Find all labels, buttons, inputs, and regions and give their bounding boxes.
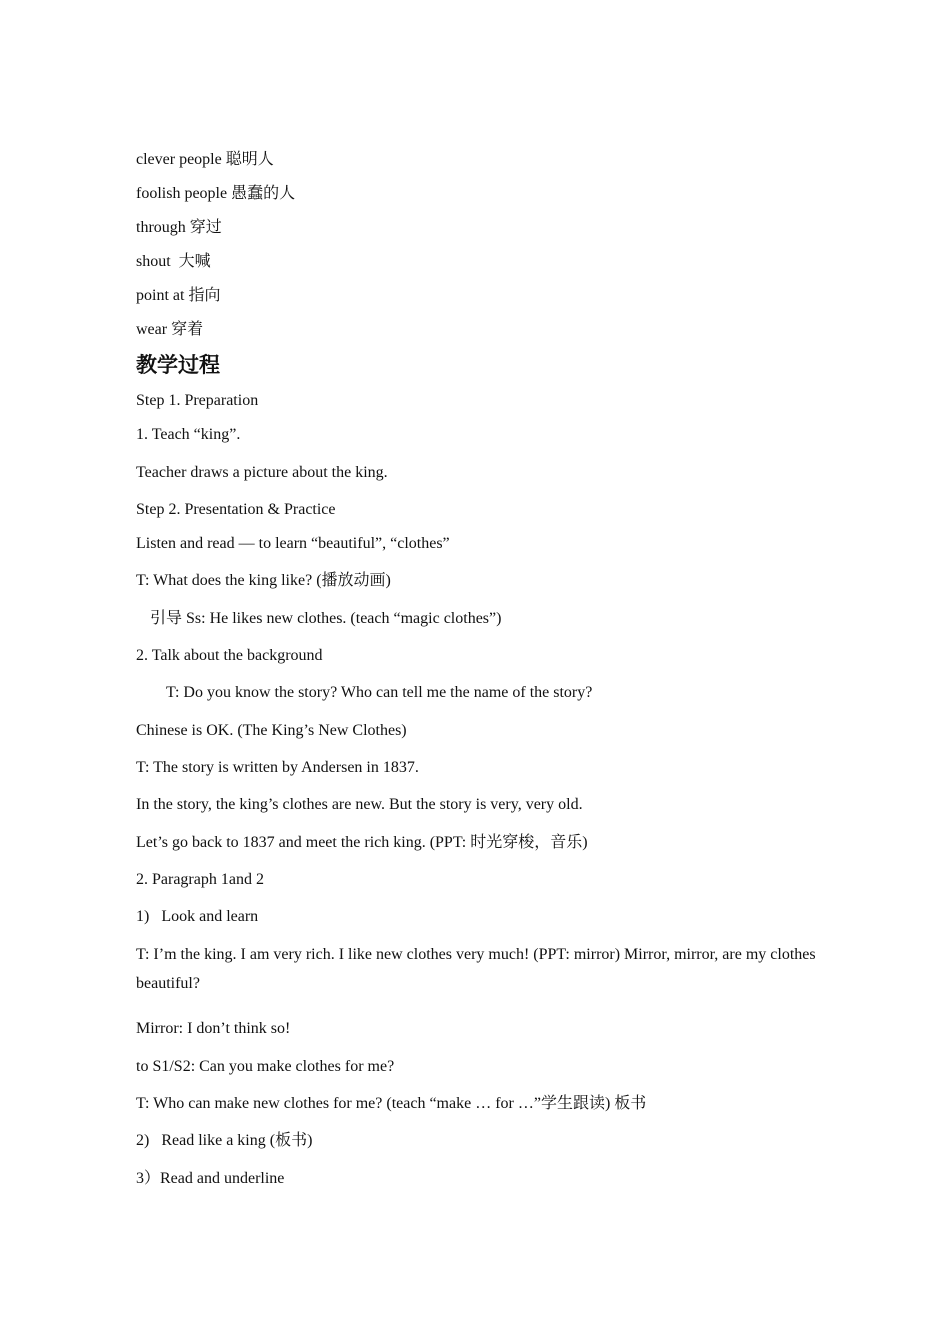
- do-you-know-story: T: Do you know the story? Who can tell me the name of the story?: [166, 684, 593, 701]
- paragraph-1-and-2: 2. Paragraph 1and 2: [136, 871, 264, 888]
- chinese-is-ok: Chinese is OK. (The King’s New Clothes): [136, 722, 407, 739]
- look-and-learn: 1) Look and learn: [136, 908, 259, 925]
- read-like-a-king: 2) Read like a king (板书): [136, 1132, 313, 1149]
- vocab-shout: shout 大喊: [136, 253, 211, 270]
- mirror-reply: Mirror: I don’t think so!: [136, 1020, 291, 1037]
- vocab-point-at: point at 指向: [136, 287, 221, 304]
- step-1-title: Step 1. Preparation: [136, 392, 259, 409]
- teach-king: 1. Teach “king”.: [136, 426, 241, 443]
- step-2-title: Step 2. Presentation & Practice: [136, 501, 336, 518]
- story-very-old: In the story, the king’s clothes are new. But the story is very, very old.: [136, 796, 583, 813]
- who-can-make-clothes: T: Who can make new clothes for me? (teach “make … for …”学生跟读) 板书: [136, 1095, 647, 1112]
- guide-students: 引导 Ss: He likes new clothes. (teach “magic clothes”): [150, 610, 502, 627]
- read-and-underline: 3）Read and underline: [136, 1170, 285, 1187]
- go-back-to-1837: Let’s go back to 1837 and meet the rich king. (PPT: 时光穿梭，音乐): [136, 834, 588, 851]
- vocab-wear: wear 穿着: [136, 321, 204, 338]
- vocab-clever-people: clever people 聪明人: [136, 151, 274, 168]
- vocab-foolish-people: foolish people 愚蠢的人: [136, 185, 296, 202]
- king-mirror-dialogue: T: I’m the king. I am very rich. I like new clothes very much! (PPT: mirror) Mirror, mirror, are my clothes beautiful?: [136, 946, 816, 992]
- ask-students: to S1/S2: Can you make clothes for me?: [136, 1058, 395, 1075]
- teacher-draws: Teacher draws a picture about the king.: [136, 464, 388, 481]
- what-does-king-like: T: What does the king like? (播放动画): [136, 572, 391, 589]
- listen-and-read: Listen and read — to learn “beautiful”, “clothes”: [136, 535, 450, 552]
- section-heading: 教学过程: [136, 353, 220, 377]
- talk-about-background: 2. Talk about the background: [136, 647, 323, 664]
- written-by-andersen: T: The story is written by Andersen in 1837.: [136, 759, 419, 776]
- vocab-through: through 穿过: [136, 219, 222, 236]
